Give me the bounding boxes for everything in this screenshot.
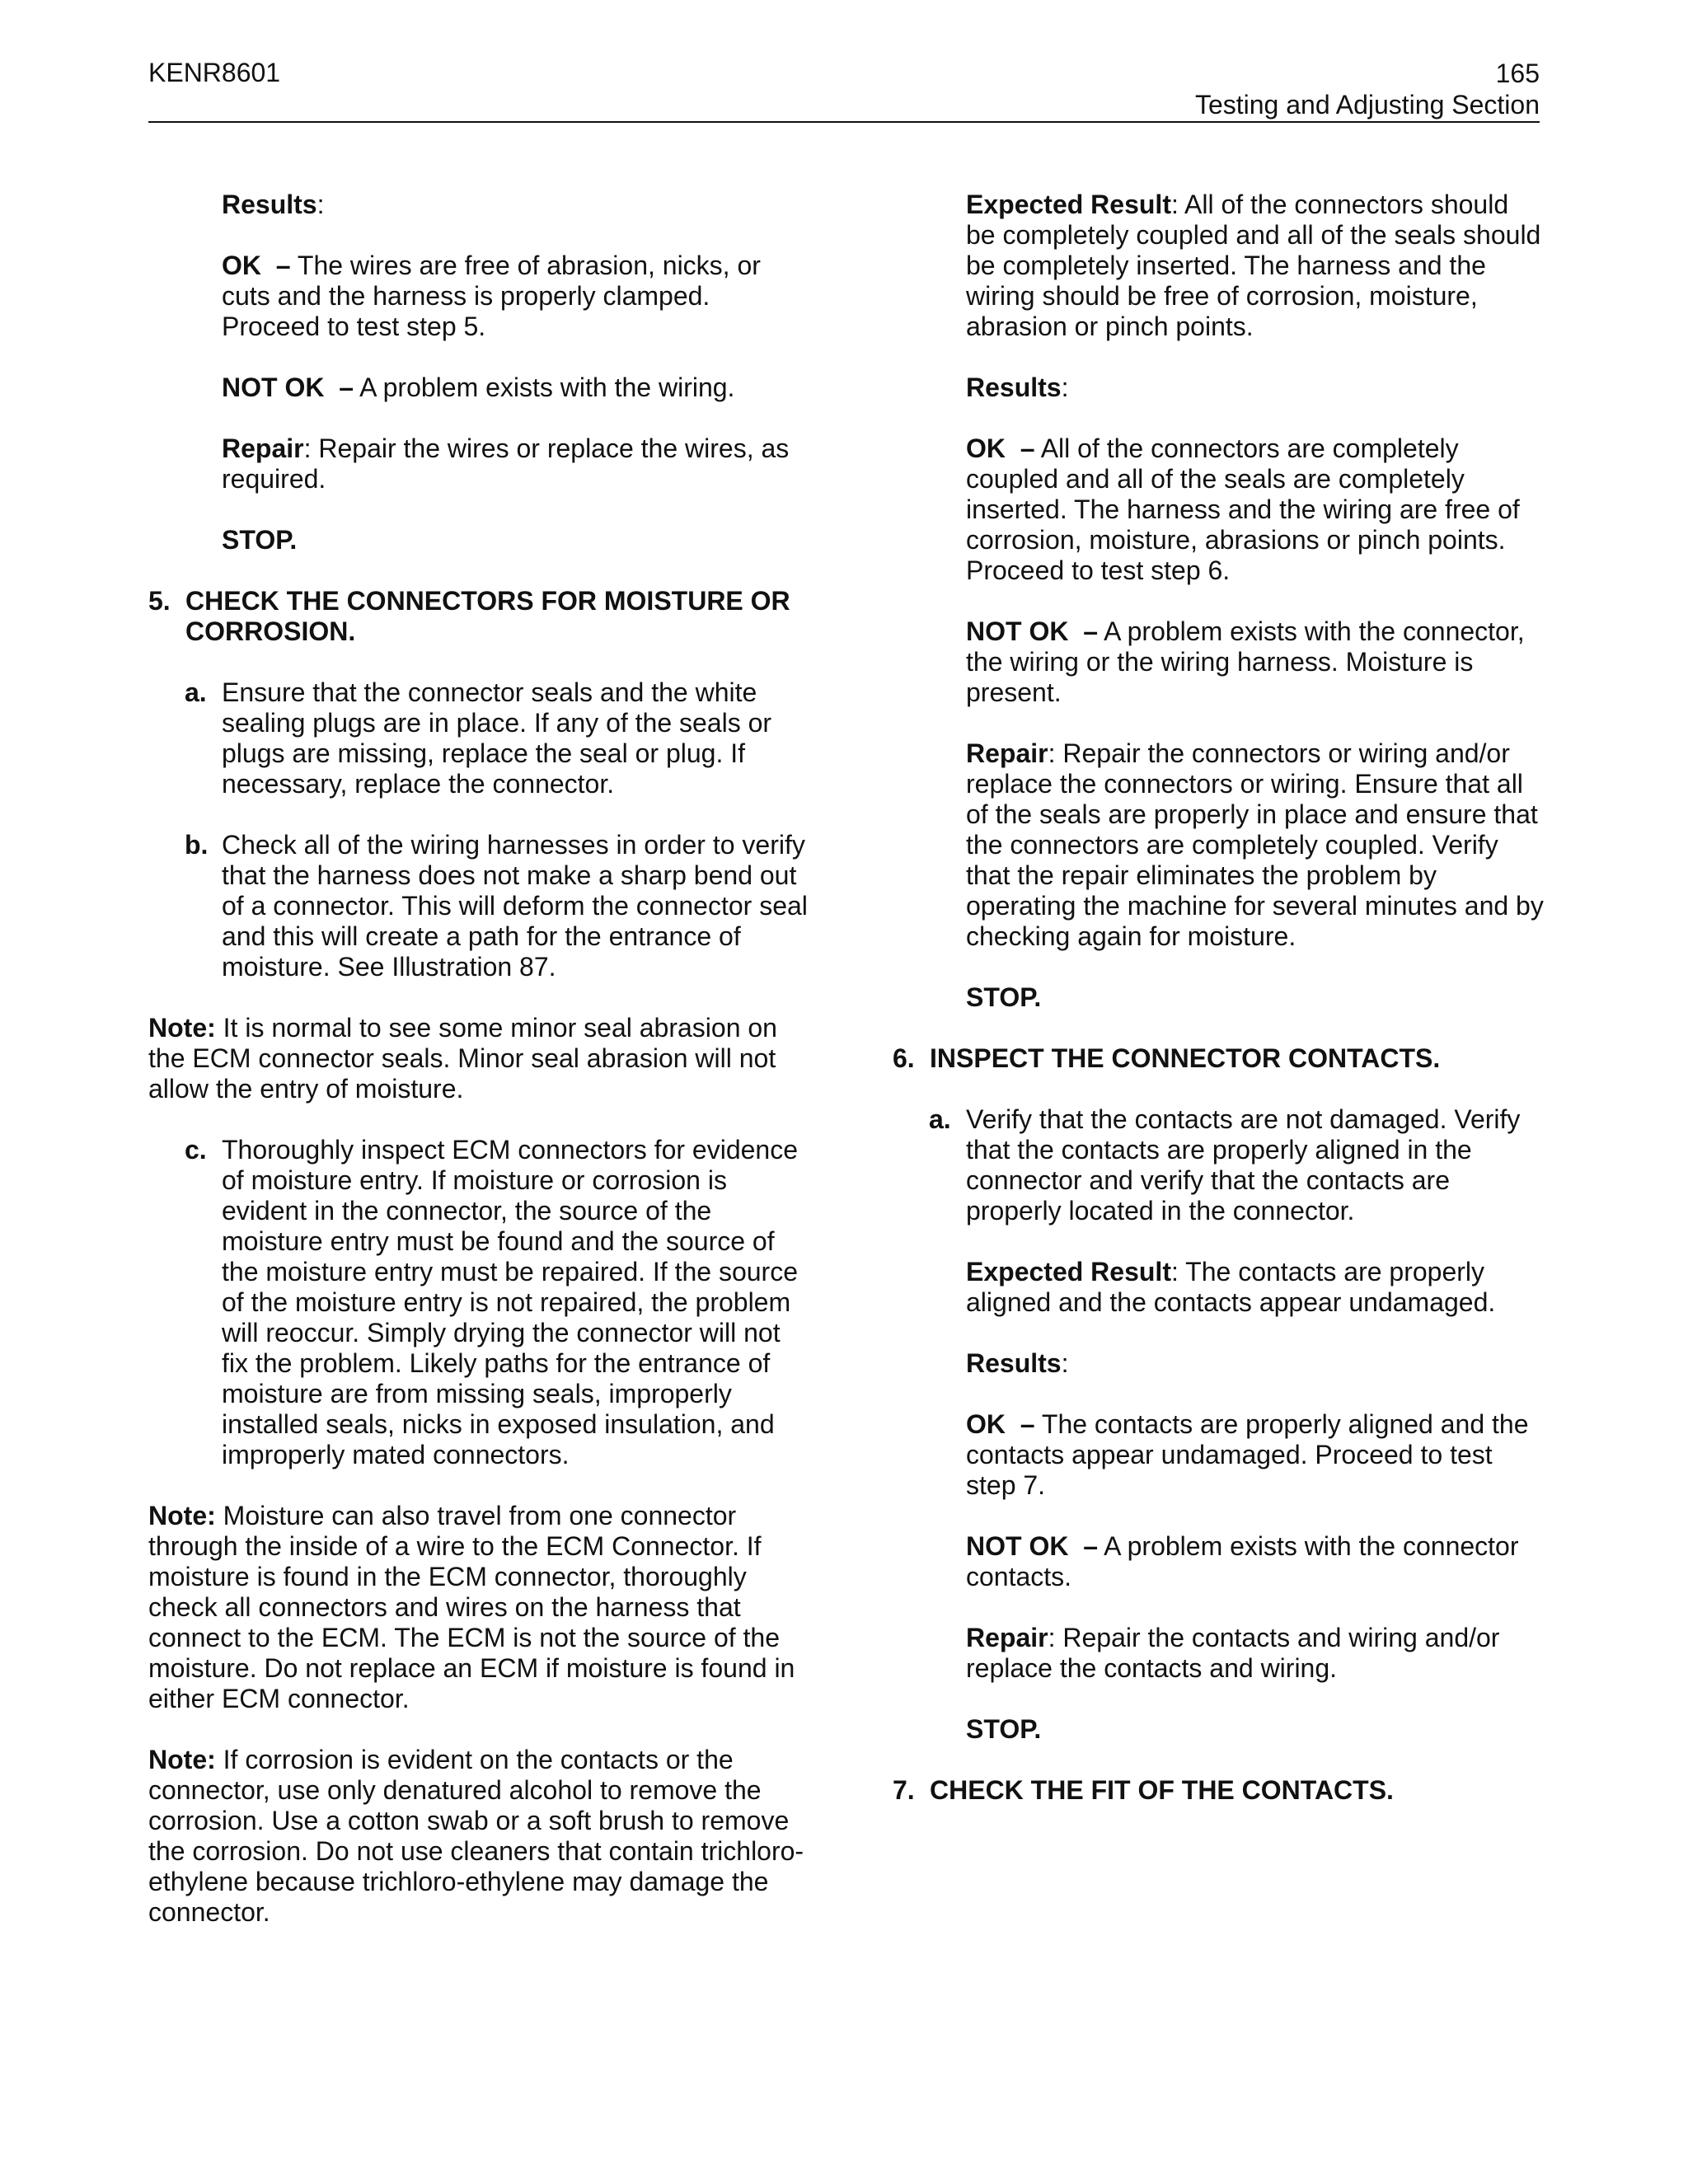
ok-result: OK – The wires are free of abrasion, nicks, or cuts and the harness is properly clamped. Proceed to test step 5.: [222, 251, 761, 341]
page-header-right: [1195, 58, 1540, 120]
note-moisture-travel: Note: Moisture can also travel from one connector through the inside of a wire to the ECM Connector. If moisture is found in the ECM connector, thoroughly check all connectors and wires on the harness that connect to the ECM. The ECM is not the source of the moisture. Do not replace an ECM if moisture is found in either ECM connector.: [148, 1501, 795, 1713]
expected-result-connectors: Expected Result: All of the connectors should be completely coupled and all of the seals should be completely inserted. The harness and the wiring should be free of corrosion, moisture, abrasion or pinch points.: [966, 190, 1541, 341]
document-id: KENR8601: [148, 58, 281, 87]
repair-instruction: Repair: Repair the connectors or wiring and/or replace the connectors or wiring. Ensure that all of the seals are properly in place and ensure that the connectors are completely coupled. Verify that the repair eliminates the problem by operating the machine for several minutes and by checking again for moisture.: [966, 738, 1544, 951]
stop-label: STOP.: [966, 1714, 1042, 1744]
results-heading: Results:: [222, 190, 325, 219]
repair-instruction: Repair: Repair the wires or replace the wires, as required.: [222, 434, 790, 494]
repair-instruction: Repair: Repair the contacts and wiring and/or replace the contacts and wiring.: [966, 1623, 1500, 1683]
stop-label: STOP.: [222, 525, 298, 555]
ok-result: OK – All of the connectors are completely coupled and all of the seals are completely inserted. The harness and the wiring are free of corrosion, moisture, abrasions or pinch points. Proceed to test step 6.: [966, 434, 1520, 585]
step-5a: a. Ensure that the connector seals and the white sealing plugs are in place. If any of the seals or plugs are missing, replace the seal or plug. If necessary, replace the connector.: [185, 677, 772, 799]
step-6-heading: 6. INSPECT THE CONNECTOR CONTACTS.: [893, 1043, 1441, 1073]
not-ok-result: NOT OK – A problem exists with the connector contacts.: [966, 1531, 1519, 1591]
results-heading: Results:: [966, 1348, 1069, 1378]
note-corrosion-cleaning: Note: If corrosion is evident on the contacts or the connector, use only denatured alcohol to remove the corrosion. Use a cotton swab or a soft brush to remove the corrosion. Do not use cleaners that contain trichloro-ethylene because trichloro-ethylene may damage the connector.: [148, 1745, 804, 1927]
note-seal-abrasion: Note: It is normal to see some minor seal abrasion on the ECM connector seals. Minor seal abrasion will not allow the entry of moisture.: [148, 1013, 777, 1104]
not-ok-result: NOT OK – A problem exists with the wiring.: [222, 373, 735, 402]
step-5b: b. Check all of the wiring harnesses in order to verify that the harness does not make a sharp bend out of a connector. This will deform the connector seal and this will create a path for the entrance of moisture. See Illustration 87.: [185, 830, 808, 982]
right-column: [893, 190, 1544, 1836]
step-7-heading: 7. CHECK THE FIT OF THE CONTACTS.: [893, 1775, 1394, 1805]
section-title: Testing and Adjusting Section: [1194, 90, 1540, 120]
results-heading: Results:: [966, 373, 1069, 402]
header-divider: [148, 121, 1540, 123]
expected-result-contacts: Expected Result: The contacts are properly aligned and the contacts appear undamaged.: [966, 1257, 1496, 1317]
stop-label: STOP.: [966, 982, 1042, 1012]
not-ok-result: NOT OK – A problem exists with the connector, the wiring or the wiring harness. Moisture is present.: [966, 616, 1525, 707]
left-column: [148, 190, 808, 1958]
ok-result: OK – The contacts are properly aligned and the contacts appear undamaged. Proceed to test step 7.: [966, 1409, 1529, 1500]
step-5c: c. Thoroughly inspect ECM connectors for evidence of moisture entry. If moisture or corrosion is evident in the connector, the source of the moisture entry must be found and the source of the moisture entry must be repaired. If the source of the moisture entry is not repaired, the problem will reoccur. Simply drying the connector will not fix the problem. Likely paths for the entrance of moisture are from missing seals, improperly installed seals, nicks in exposed insulation, and improperly mated connectors.: [185, 1135, 799, 1469]
page-number: 165: [1495, 59, 1540, 88]
step-6a: a. Verify that the contacts are not damaged. Verify that the contacts are properly aligned in the connector and verify that the contacts are properly located in the connector.: [929, 1104, 1521, 1226]
step-5-heading: 5. CHECK THE CONNECTORS FOR MOISTURE OR CORROSION.: [148, 586, 790, 646]
